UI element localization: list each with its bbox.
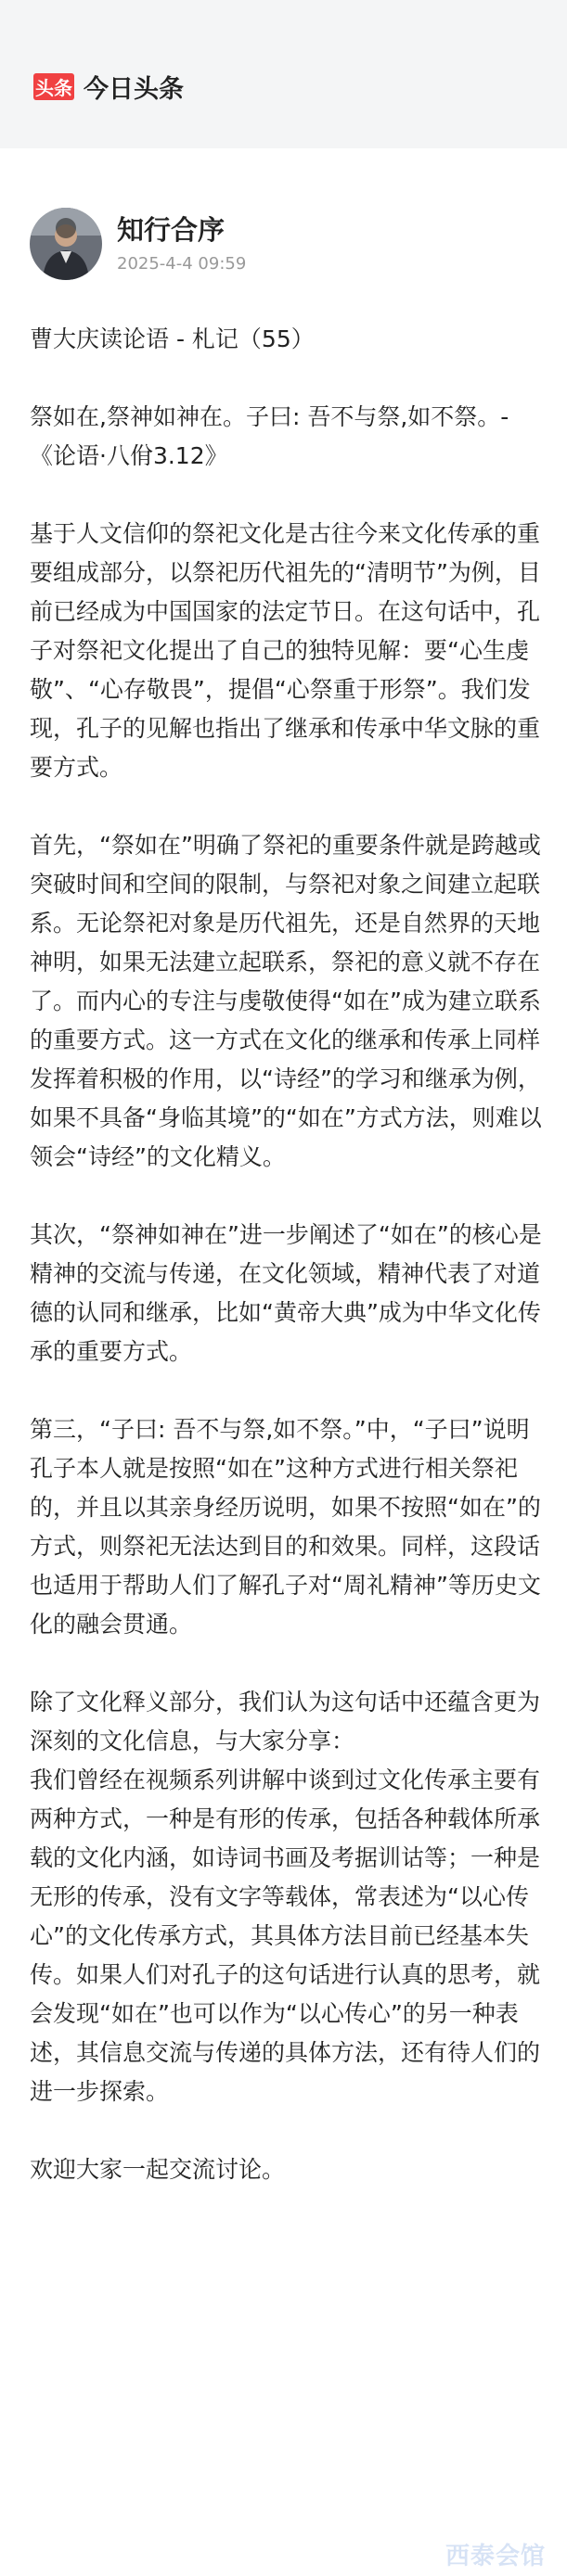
app-header [0,0,567,148]
article-paragraph: 首先，“祭如在”明确了祭祀的重要条件就是跨越或突破时间和空间的限制，与祭祀对象之间建立起联系。无论祭祀对象是历代祖先，还是自然界的天地神明，如果无法建立起联系，祭祀的意义就不存在了。而内心的专注与虔敬使得“如在”成为建立联系的重要方式。这一方式在文化的继承和传承上同样发挥着积极的作用，以“诗经”的学习和继承为例，如果不具备“身临其境”的“如在”方式方法，则难以领会“诗经”的文化精义。 [30,832,542,1170]
article-body [30,320,542,2228]
article-paragraph: 其次，“祭神如神在”进一步阐述了“如在”的核心是精神的交流与传递，在文化领域，精神代表了对道德的认同和继承，比如“黄帝大典”成为中华文化传承的重要方式。 [30,1221,542,1365]
brand[interactable] [33,69,184,105]
watermark: 西泰会馆 [445,2543,547,2570]
author-info [117,212,246,275]
app-name: 今日头条 [84,75,184,104]
article-paragraph: 我们曾经在视频系列讲解中谈到过文化传承主要有两种方式，一种是有形的传承，包括各种载体所承载的文化内涵，如诗词书画及考据训诂等；一种是无形的传承，没有文字等载体，常表述为“以心传心”的文化传承方式，其具体方法目前已经基本失传。如果人们对孔子的这句话进行认真的思考，就会发现“如在”也可以作为“以心传心”的另一种表述，其信息交流与传递的具体方法，还有待人们的进一步探索。 [30,1766,541,2105]
author-name[interactable]: 知行合序 [117,214,226,246]
article-paragraph: 基于人文信仰的祭祀文化是古往今来文化传承的重要组成部分，以祭祀历代祖先的“清明节”为例，目前已经成为中国国家的法定节日。在这句话中，孔子对祭祀文化提出了自己的独特见解：要“心生虔敬”、“心存敬畏”，提倡“心祭重于形祭”。我们发现，孔子的见解也指出了继承和传承中华文脉的重要方式。 [30,520,541,781]
avatar-image [30,208,102,280]
author-block [30,208,246,280]
article-paragraph: 欢迎大家一起交流讨论。 [30,2156,286,2183]
article-paragraph: 祭如在,祭神如神在。子曰: 吾不与祭,如不祭。- 《论语·八佾3.12》 [30,403,509,469]
article-title: 曹大庆读论语 - 札记（55） [30,325,315,352]
article-paragraph: 除了文化释义部分，我们认为这句话中还蕴含更为深刻的文化信息，与大家分享： [30,1689,541,1754]
avatar[interactable] [30,208,102,280]
article-paragraph: 第三，“子曰: 吾不与祭,如不祭。”中，“子曰”说明孔子本人就是按照“如在”这种方式进行相关祭祀的，并且以其亲身经历说明，如果不按照“如在”的方式，则祭祀无法达到目的和效果。同样，这段话也适用于帮助人们了解孔子对“周礼精神”等历史文化的融会贯通。 [30,1416,541,1638]
publish-time: 2025-4-4 09:59 [117,254,247,274]
toutiao-logo-icon: 头条 [33,73,74,100]
